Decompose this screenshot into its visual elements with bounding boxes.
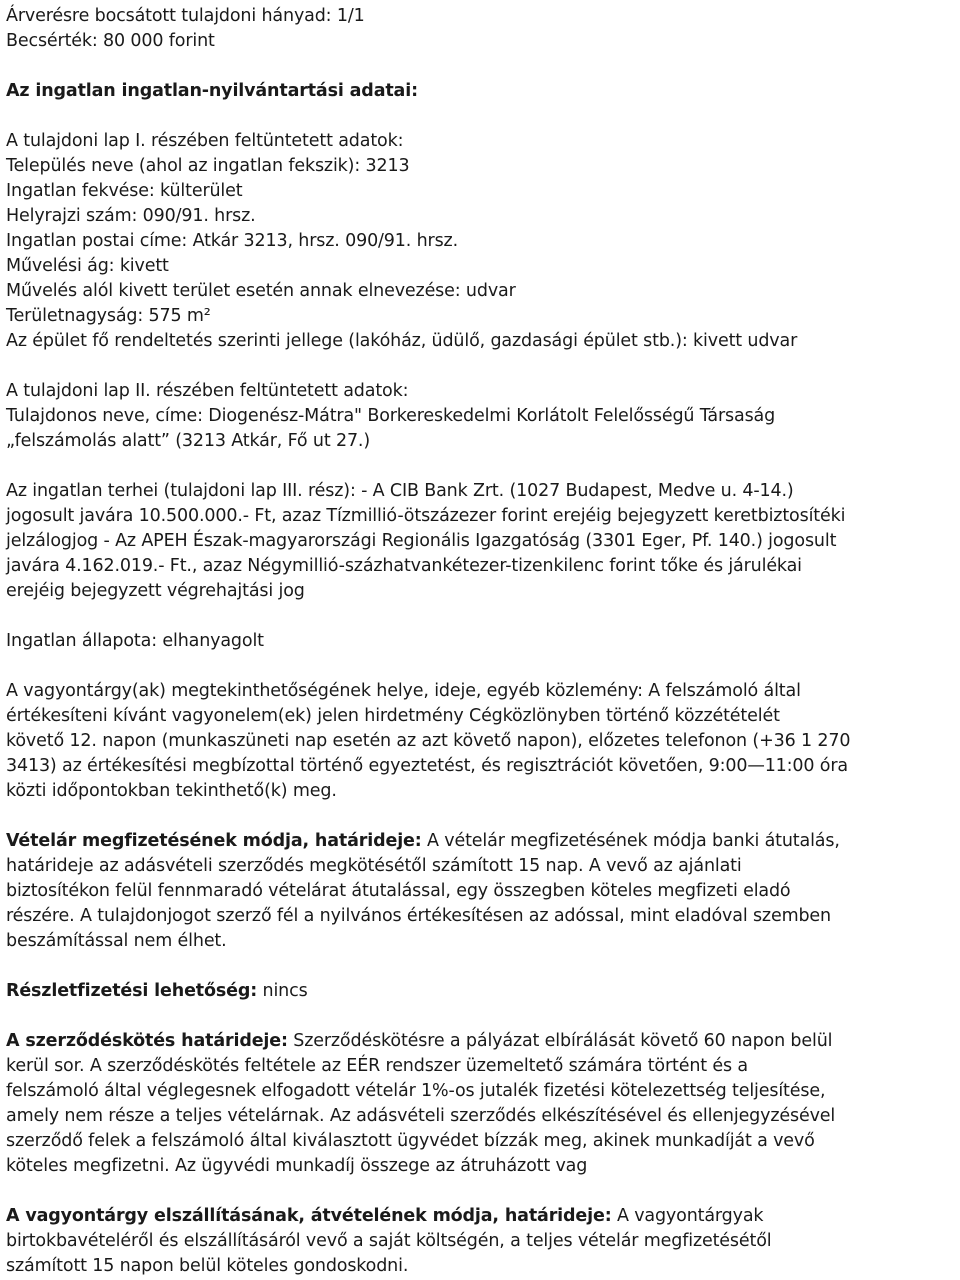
encumbrance-line: jogosult javára 10.500.000.- Ft, azaz Tízmillió-ötszázezer forint erejéig bejegyzett keretbiztosítéki (6, 506, 846, 526)
condition-line: Ingatlan állapota: elhanyagolt (6, 631, 264, 651)
part1-section (6, 129, 952, 354)
installment-label: Részletfizetési lehetőség: (6, 981, 258, 1001)
registry-heading: Az ingatlan ingatlan-nyilvántartási adatai: (6, 81, 418, 101)
inspection-section (6, 679, 952, 804)
encumbrances-section (6, 479, 952, 604)
address-line: Ingatlan postai címe: Atkár 3213, hrsz. 090/91. hrsz. (6, 231, 458, 251)
delivery-line: birtokbavételéről és elszállításáról vevő a saját költségén, a teljes vételár megfizetésétől (6, 1231, 772, 1251)
spacer (6, 454, 952, 479)
inspection-line: közti időpontokban tekinthető(k) meg. (6, 781, 337, 801)
payment-line: határideje az adásvételi szerződés megkötésétől számított 15 nap. A vevő az ajánlati (6, 856, 742, 876)
document-page (6, 4, 952, 1279)
delivery-label: A vagyontárgy elszállításának, átvételének módja, határideje: (6, 1206, 612, 1226)
payment-first-line (6, 829, 952, 854)
spacer (6, 604, 952, 629)
inspection-line: A vagyontárgy(ak) megtekinthetőségének helye, ideje, egyéb közlemény: A felszámoló által (6, 681, 801, 701)
contract-label: A szerződéskötés határideje: (6, 1031, 288, 1051)
contract-line: szerződő felek a felszámoló által kiválasztott ügyvédet bízzák meg, akinek munkadíját a vevő (6, 1131, 815, 1151)
share-line: Árverésre bocsátott tulajdoni hányad: 1/1 (6, 6, 365, 26)
spacer (6, 104, 952, 129)
encumbrance-line: erejéig bejegyzett végrehajtási jog (6, 581, 305, 601)
spacer (6, 1179, 952, 1204)
inspection-line: követő 12. napon (munkaszüneti nap esetén az azt követő napon), előzetes telefonon (+36 1 270 (6, 731, 851, 751)
part2-intro: A tulajdoni lap II. részében feltüntetett adatok: (6, 381, 409, 401)
payment-first-line-rest: A vételár megfizetésének módja banki átutalás, (421, 831, 840, 851)
encumbrance-line: javára 4.162.019.- Ft., azaz Négymillió-százhatvankétezer-tizenkilenc forint tőke és járulékai (6, 556, 802, 576)
encumbrance-line: jelzálogjog - Az APEH Észak-magyarországi Regionális Igazgatóság (3301 Eger, Pf. 140.) jogosult (6, 531, 837, 551)
owner-line-1: Tulajdonos neve, címe: Diogenész-Mátra" Borkereskedelmi Korlátolt Felelősségű Társaság (6, 406, 776, 426)
owner-line-2: „felszámolás alatt” (3213 Atkár, Fő ut 27.) (6, 431, 371, 451)
area-line: Területnagyság: 575 m² (6, 306, 211, 326)
payment-line: beszámítással nem élhet. (6, 931, 227, 951)
delivery-first-line-rest: A vagyontárgyak (611, 1206, 764, 1226)
contract-section (6, 1029, 952, 1179)
contract-line: amely nem része a teljes vételárnak. Az adásvételi szerződés elkészítésével és ellenjegyzésével (6, 1106, 836, 1126)
spacer (6, 54, 952, 79)
appraised-value-line: Becsérték: 80 000 forint (6, 31, 215, 51)
delivery-line: számított 15 napon belül köteles gondoskodni. (6, 1256, 409, 1276)
contract-first-line-rest: Szerződéskötésre a pályázat elbírálását követő 60 napon belül (287, 1031, 833, 1051)
contract-line: köteles megfizetni. Az ügyvédi munkadíj összege az átruházott vag (6, 1156, 588, 1176)
installment-value: nincs (257, 981, 308, 1001)
settlement-line: Település neve (ahol az ingatlan fekszik): 3213 (6, 156, 410, 176)
contract-line: kerül sor. A szerződéskötés feltétele az EÉR rendszer üzemeltető számára történt és a (6, 1056, 748, 1076)
lot-number-line: Helyrajzi szám: 090/91. hrsz. (6, 206, 256, 226)
spacer (6, 354, 952, 379)
delivery-first-line (6, 1204, 952, 1229)
inspection-line: értékesíteni kívánt vagyonelem(ek) jelen hirdetmény Cégközlönyben történő közzétételét (6, 706, 780, 726)
cultivation-line: Művelési ág: kivett (6, 256, 169, 276)
payment-section (6, 829, 952, 954)
spacer (6, 954, 952, 979)
payment-line: részére. A tulajdonjogot szerző fél a nyilvános értékesítésen az adóssal, mint eladóval szemben (6, 906, 831, 926)
part1-intro: A tulajdoni lap I. részében feltüntetett adatok: (6, 131, 404, 151)
delivery-section (6, 1204, 952, 1279)
payment-line: biztosítékon felül fennmaradó vételárat átutalással, egy összegben köteles megfizeti eladó (6, 881, 791, 901)
contract-first-line (6, 1029, 952, 1054)
withdrawn-name-line: Művelés alól kivett terület esetén annak elnevezése: udvar (6, 281, 516, 301)
location-line: Ingatlan fekvése: külterület (6, 181, 243, 201)
part2-section (6, 379, 952, 454)
inspection-line: 3413) az értékesítési megbízottal történő egyeztetést, és regisztrációt követően, 9:00—11:00 óra (6, 756, 848, 776)
spacer (6, 804, 952, 829)
installment-line (6, 979, 952, 1004)
spacer (6, 1004, 952, 1029)
payment-label: Vételár megfizetésének módja, határideje: (6, 831, 422, 851)
spacer (6, 654, 952, 679)
encumbrance-line: Az ingatlan terhei (tulajdoni lap III. rész): - A CIB Bank Zrt. (1027 Budapest, Medve u. 4-14.) (6, 481, 794, 501)
building-type-line: Az épület fő rendeltetés szerinti jellege (lakóház, üdülő, gazdasági épület stb.): kivett udvar (6, 331, 798, 351)
contract-line: felszámoló által véglegesnek elfogadott vételár 1%-os jutalék fizetési kötelezettség teljesítése, (6, 1081, 826, 1101)
